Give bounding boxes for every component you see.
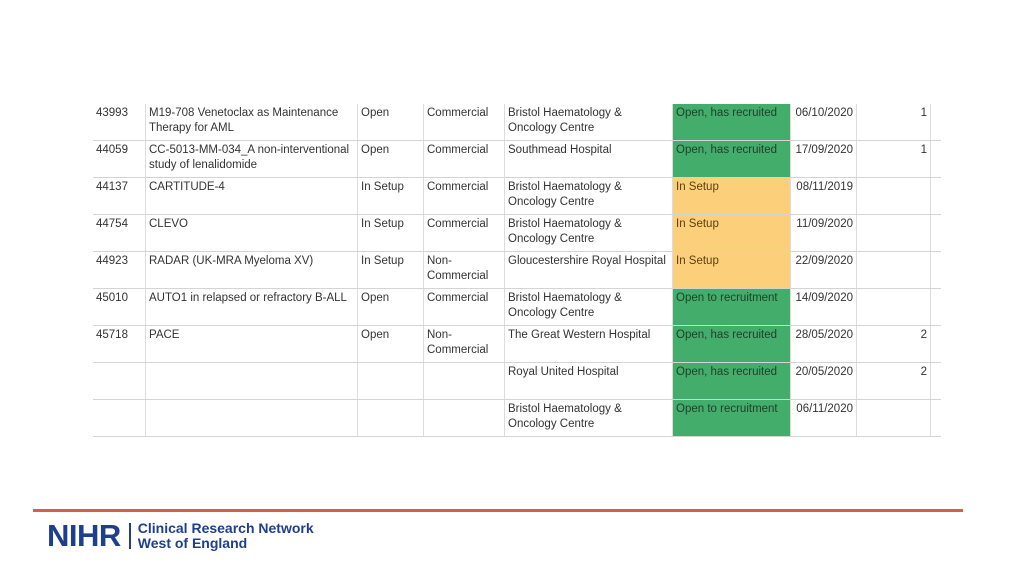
cell-study-id [93,363,146,400]
cell-study-status [358,363,424,400]
cell-recruit-count: 2 [857,363,931,400]
cell-study-status: In Setup [358,178,424,215]
cell-study-type: Commercial [424,178,505,215]
cell-study-title: CARTITUDE-4 [146,178,358,215]
cell-date: 20/05/2020 [791,363,857,400]
cell-study-title: PACE [146,326,358,363]
cell-study-title: CC-5013-MM-034_A non-interventional study of lenalidomide [146,141,358,178]
cell-recruit-count: 1 [857,141,931,178]
trials-table [93,104,941,437]
cell-study-status: Open [358,141,424,178]
cell-site: Bristol Haematology & Oncology Centre [505,289,673,326]
cell-study-id: 44754 [93,215,146,252]
logo-mark: NIHR [47,518,121,553]
table-row [93,289,941,326]
cell-date: 11/09/2020 [791,215,857,252]
cell-study-id: 44137 [93,178,146,215]
cell-date: 17/09/2020 [791,141,857,178]
cell-site: Gloucestershire Royal Hospital [505,252,673,289]
logo-divider [129,523,131,549]
cell-study-type: Commercial [424,141,505,178]
cell-recruitment-status: Open, has recruited [673,104,791,141]
cell-study-type: Non-Commercial [424,252,505,289]
cell-study-title: AUTO1 in relapsed or refractory B-ALL [146,289,358,326]
cell-date: 28/05/2020 [791,326,857,363]
cell-spacer [931,400,942,437]
cell-site: Bristol Haematology & Oncology Centre [505,400,673,437]
cell-site: Bristol Haematology & Oncology Centre [505,215,673,252]
cell-recruit-count [857,252,931,289]
footer-divider [33,509,963,512]
table-row [93,104,941,141]
table-row [93,178,941,215]
cell-study-id: 45010 [93,289,146,326]
cell-site: Southmead Hospital [505,141,673,178]
cell-recruitment-status: Open, has recruited [673,363,791,400]
cell-spacer [931,178,942,215]
cell-recruit-count [857,215,931,252]
cell-study-status: In Setup [358,252,424,289]
cell-recruitment-status: Open to recruitment [673,289,791,326]
cell-study-title: CLEVO [146,215,358,252]
cell-recruitment-status: In Setup [673,178,791,215]
cell-site: Royal United Hospital [505,363,673,400]
table-row [93,400,941,437]
cell-date: 06/11/2020 [791,400,857,437]
cell-study-status: Open [358,104,424,141]
cell-recruitment-status: In Setup [673,252,791,289]
cell-study-id: 44923 [93,252,146,289]
cell-study-title [146,400,358,437]
cell-spacer [931,104,942,141]
cell-date: 14/09/2020 [791,289,857,326]
cell-study-type: Commercial [424,104,505,141]
cell-recruit-count: 1 [857,104,931,141]
table-row [93,326,941,363]
cell-study-id: 45718 [93,326,146,363]
table-row [93,252,941,289]
cell-study-type [424,363,505,400]
cell-study-status: Open [358,326,424,363]
cell-site: The Great Western Hospital [505,326,673,363]
cell-recruitment-status: Open, has recruited [673,326,791,363]
cell-recruitment-status: Open to recruitment [673,400,791,437]
cell-recruit-count [857,178,931,215]
cell-study-type: Commercial [424,215,505,252]
cell-site: Bristol Haematology & Oncology Centre [505,178,673,215]
cell-recruit-count [857,289,931,326]
cell-study-status [358,400,424,437]
cell-spacer [931,215,942,252]
cell-study-type: Commercial [424,289,505,326]
cell-study-id [93,400,146,437]
cell-spacer [931,141,942,178]
cell-recruit-count: 2 [857,326,931,363]
cell-study-title: M19-708 Venetoclax as Maintenance Therapy for AML [146,104,358,141]
cell-spacer [931,326,942,363]
cell-recruit-count [857,400,931,437]
table-row [93,215,941,252]
logo-line-1: Clinical Research Network [137,520,314,536]
logo-line-2: West of England [137,535,248,551]
cell-study-status: Open [358,289,424,326]
cell-study-status: In Setup [358,215,424,252]
cell-study-id: 43993 [93,104,146,141]
cell-spacer [931,252,942,289]
cell-study-title [146,363,358,400]
cell-date: 06/10/2020 [791,104,857,141]
cell-study-title: RADAR (UK-MRA Myeloma XV) [146,252,358,289]
cell-date: 22/09/2020 [791,252,857,289]
logo-text [138,521,314,551]
table-row [93,363,941,400]
cell-study-type [424,400,505,437]
cell-study-type: Non-Commercial [424,326,505,363]
cell-date: 08/11/2019 [791,178,857,215]
cell-study-id: 44059 [93,141,146,178]
nihr-logo [47,516,314,556]
cell-spacer [931,363,942,400]
cell-recruitment-status: In Setup [673,215,791,252]
cell-spacer [931,289,942,326]
cell-recruitment-status: Open, has recruited [673,141,791,178]
table-row [93,141,941,178]
cell-site: Bristol Haematology & Oncology Centre [505,104,673,141]
